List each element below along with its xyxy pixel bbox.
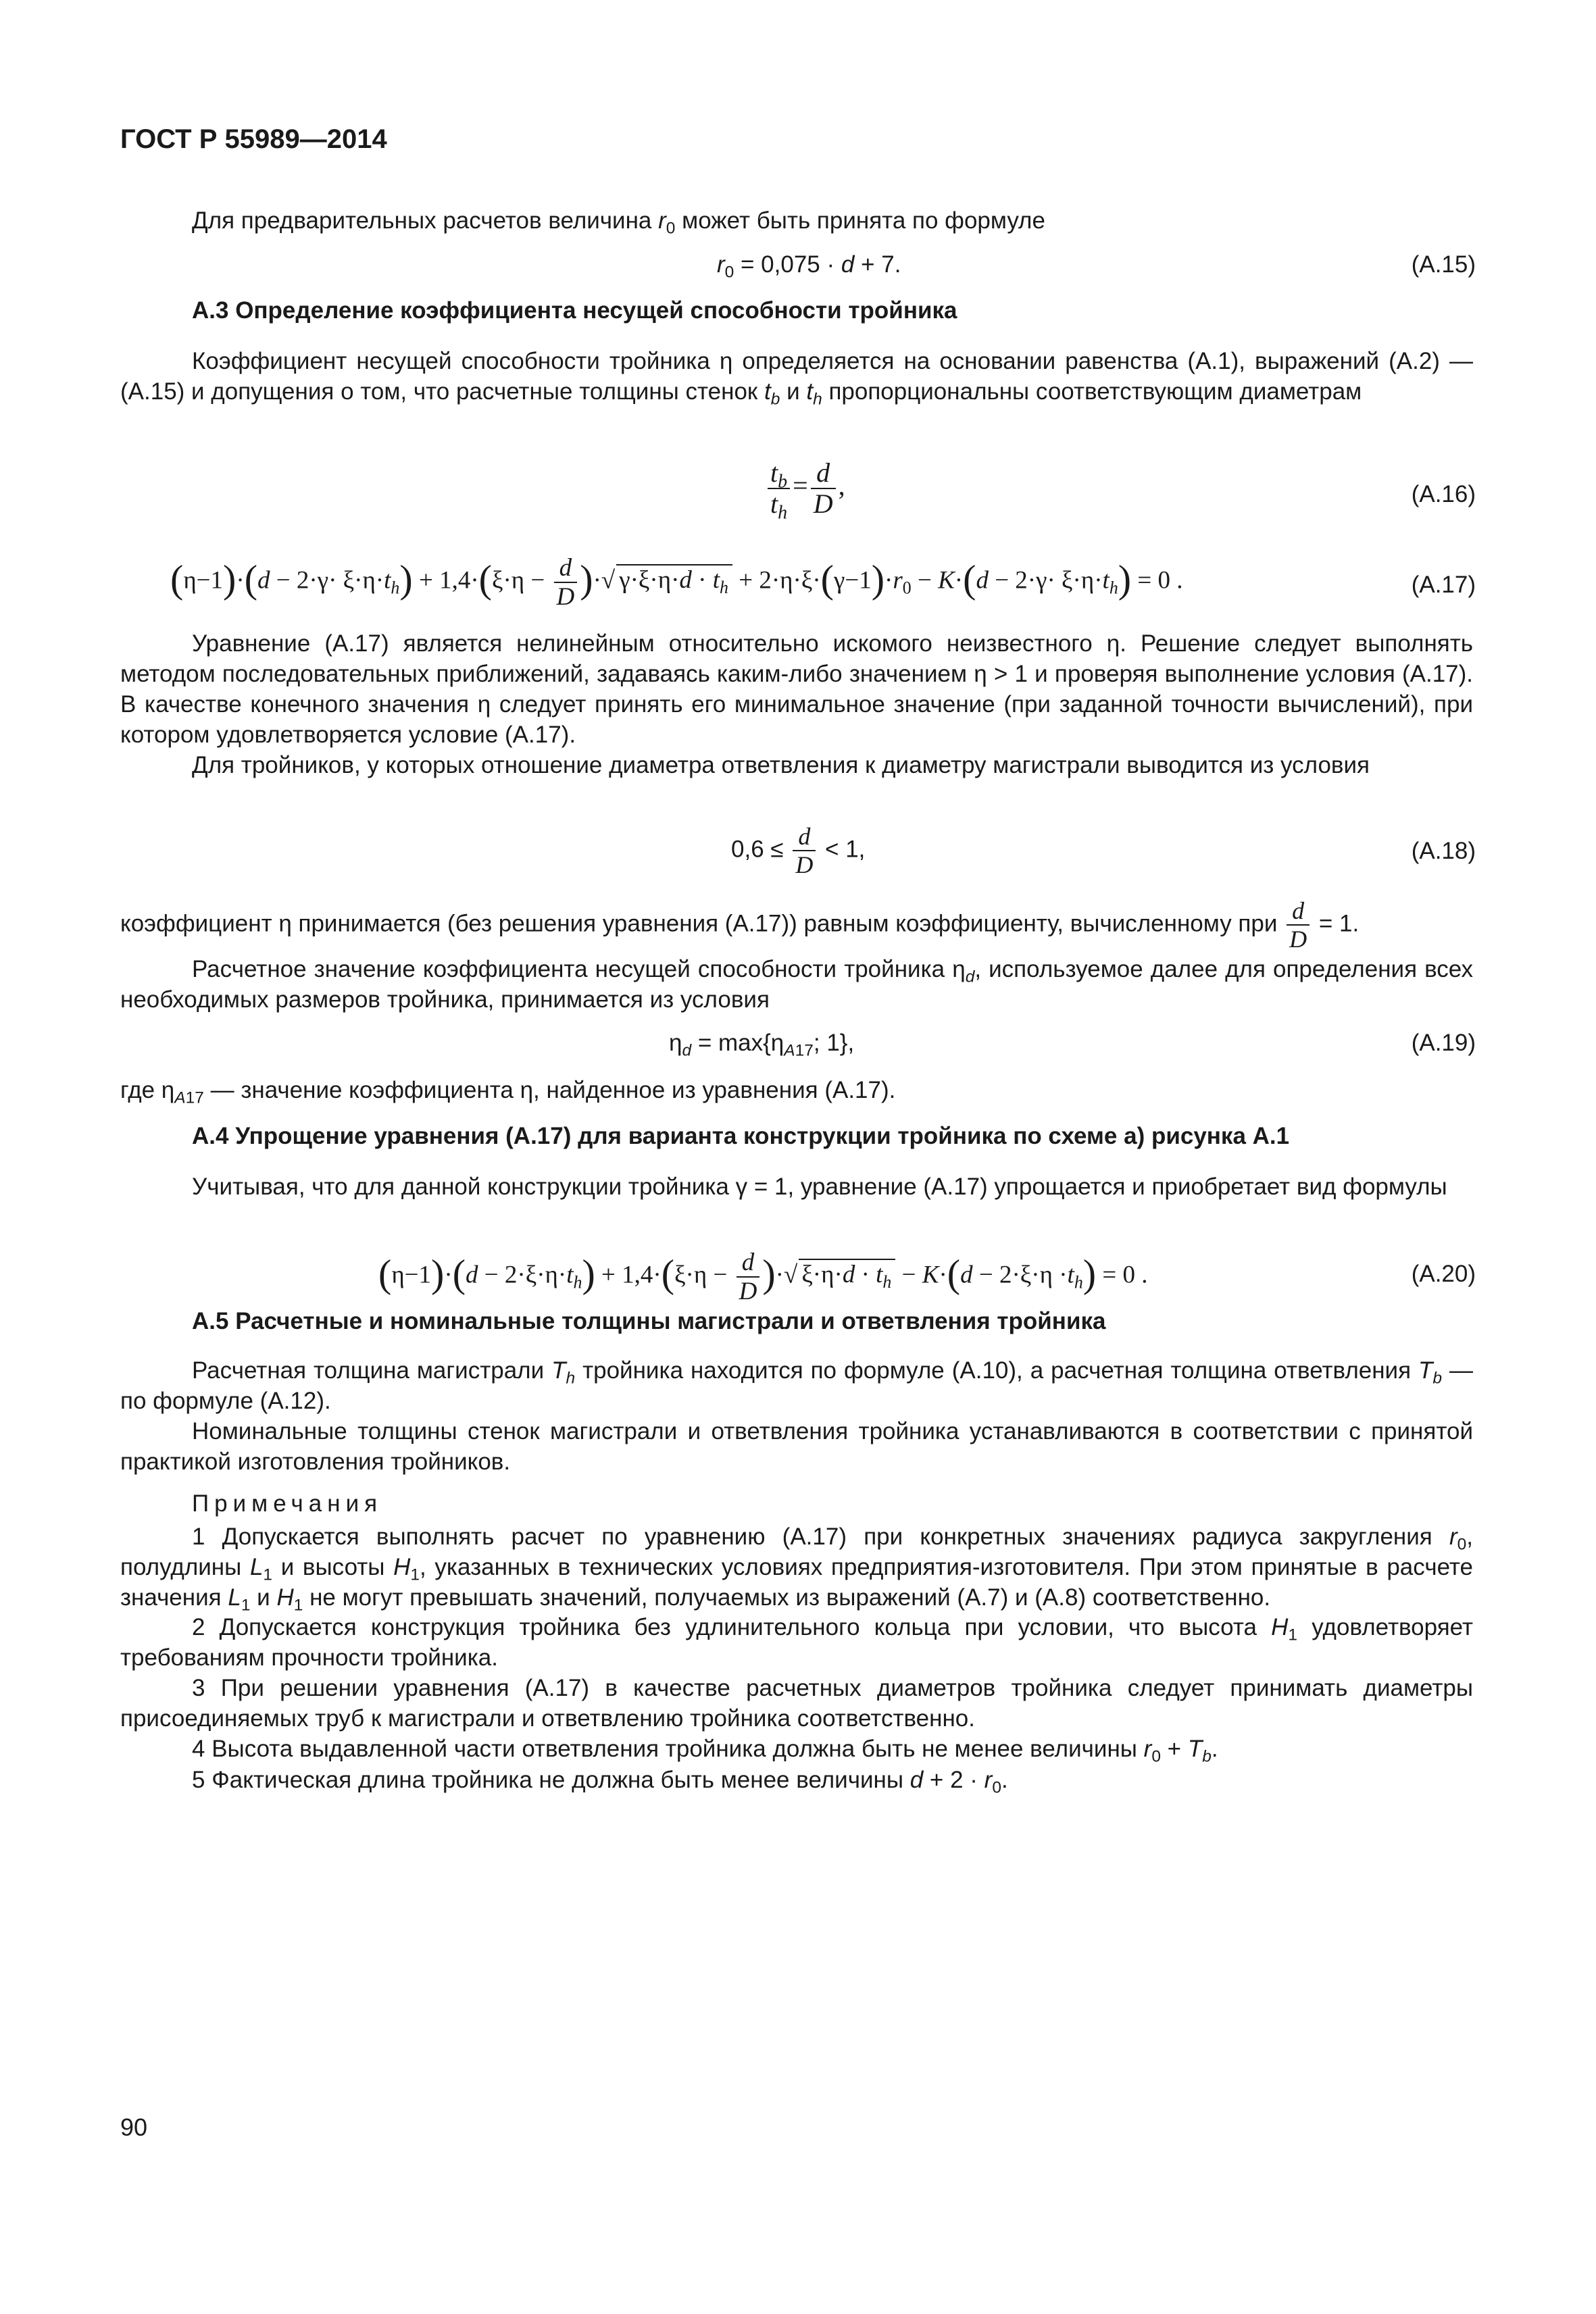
formula-a15: $r_0 = 0,075 \cdot d + 7$. [717, 251, 901, 282]
equation-number-a16: (А.16) [1411, 481, 1476, 507]
paragraph-nominal-thickness: Номинальные толщины стенок магистрали и ответвления тройника устанавливаются в соответствии с принятой практикой изготовления тройников. [120, 1418, 1473, 1475]
note-4: 4 Высота выдавленной части ответвления тройника должна быть не менее величины $r_0 + T_b$. [192, 1736, 1218, 1766]
paragraph-design-thickness: Расчетная толщина магистрали $T_h$ тройника находится по формуле (А.10), а расчетная толщина ответвления $T_b$ — по формуле (А.12). [120, 1357, 1473, 1414]
document-header: ГОСТ Р 55989—2014 [120, 124, 387, 154]
notes-label: Примечания [192, 1490, 383, 1517]
note-3: 3 При решении уравнения (А.17) в качестве расчетных диаметров тройника следует принимать диаметры присоединяемых труб к магистрали и ответвлению тройника соответственно. [120, 1675, 1473, 1732]
formula-a16: $\frac{t_b}{t_h}$ = $\frac{d}{D}$ , [765, 459, 845, 518]
paragraph-simplification: Учитывая, что для данной конструкции тройника γ = 1, уравнение (А.17) упрощается и приобретает вид формулы [192, 1174, 1447, 1200]
section-heading-a5: А.5 Расчетные и номинальные толщины магистрали и ответвления тройника [192, 1308, 1106, 1334]
formula-a18: 0,6 ≤ $\frac{d}{D}$ < 1, [731, 823, 866, 878]
note-2: 2 Допускается конструкция тройника без удлинительного кольца при условии, что высота $H_1$ удовлетворяет требованиям прочности тройника. [120, 1614, 1473, 1671]
paragraph-tees-ratio: Для тройников, у которых отношение диаметра ответвления к диаметру магистрали выводится из условия [192, 752, 1370, 778]
paragraph-where-eta: где $\eta_{A17}$ — значение коэффициента η, найденное из уравнения (А.17). [120, 1077, 896, 1107]
paragraph-design-value: Расчетное значение коэффициента несущей способности тройника $\eta_d$, используемое далее для определения всех необходимых размеров тройника, принимается из условия [120, 956, 1473, 1013]
paragraph-coefficient: Коэффициент несущей способности тройника η определяется на основании равенства (А.1), выражений (А.2) — (А.15) и допущения о том, что расчетные толщины стенок $t_b$ и $t_h$ пропорциональны соответствующим диаметрам [120, 348, 1473, 409]
note-1: 1 Допускается выполнять расчет по уравнению (А.17) при конкретных значениях радиуса закругления $r_0$, полудлины $L_1$ и высоты $H_1$, указанных в технических условиях предприятия-изготовителя. При этом принятые в расчете значения $L_1$ и $H_1$ не могут превышать значений, получаемых из выражений (А.7) и (А.8) соответственно. [120, 1524, 1474, 1615]
formula-a19: $\eta_d = \max\{\eta_{A17}$; 1}, [669, 1030, 855, 1060]
equation-number-a20: (А.20) [1411, 1261, 1476, 1287]
formula-a20: $(\eta-1)\cdot(d - 2\cdot\xi\cdot\eta\cdot t_h) + 1,4\cdot(\xi\cdot\eta$ − $\frac{d}{D}$ )·√ $\xi\cdot\eta\cdot d \cdot t_h - K\cdot(d - 2\cdot\xi\cdot\eta \cdot t_h) = 0$ . [378, 1249, 1148, 1305]
equation-number-a15: (А.15) [1411, 251, 1476, 278]
formula-a17: $(\eta-1)\cdot(d - 2\cdot\gamma\cdot \xi\cdot\eta\cdot t_h) + 1,4\cdot(\xi\cdot\eta$ − $\frac{d}{D}$ )·√ $\gamma\cdot\xi\cdot\eta\cdot d \cdot t_h + 2\cdot\eta\cdot\xi\cdot(\gamma-1)\cdot r_0 - K\cdot(d - 2\cdot\gamma\cdot \xi\cdot\eta\cdot t_h) = 0$ . [170, 554, 1183, 611]
section-heading-a3: А.3 Определение коэффициента несущей способности тройника [192, 297, 957, 324]
section-heading-a4: А.4 Упрощение уравнения (А.17) для варианта конструкции тройника по схеме а) рисунка А.1 [192, 1123, 1290, 1149]
paragraph-nonlinear: Уравнение (А.17) является нелинейным относительно искомого неизвестного η. Решение следует выполнять методом последовательных приближений, задаваясь каким-либо значением η > 1 и проверяя выполнение условия (А.17). В качестве конечного значения η следует принять его минимальное значение (при заданной точности вычислений), при котором удовлетворяется условие (А.17). [120, 630, 1473, 748]
equation-number-a17: (А.17) [1411, 572, 1476, 598]
paragraph-r0-intro: Для предварительных расчетов величина $r_0$ может быть принята по формуле [192, 207, 1045, 238]
equation-number-a19: (А.19) [1411, 1030, 1476, 1056]
note-5: 5 Фактическая длина тройника не должна быть менее величины $d + 2 \cdot r_0$. [192, 1767, 1008, 1797]
page-number: 90 [120, 2113, 148, 2141]
paragraph-eta-accepted: коэффициент η принимается (без решения уравнения (А.17)) равным коэффициенту, вычисленному при $\frac{d}{D}$ = 1. [120, 897, 1360, 953]
equation-number-a18: (А.18) [1411, 838, 1476, 864]
